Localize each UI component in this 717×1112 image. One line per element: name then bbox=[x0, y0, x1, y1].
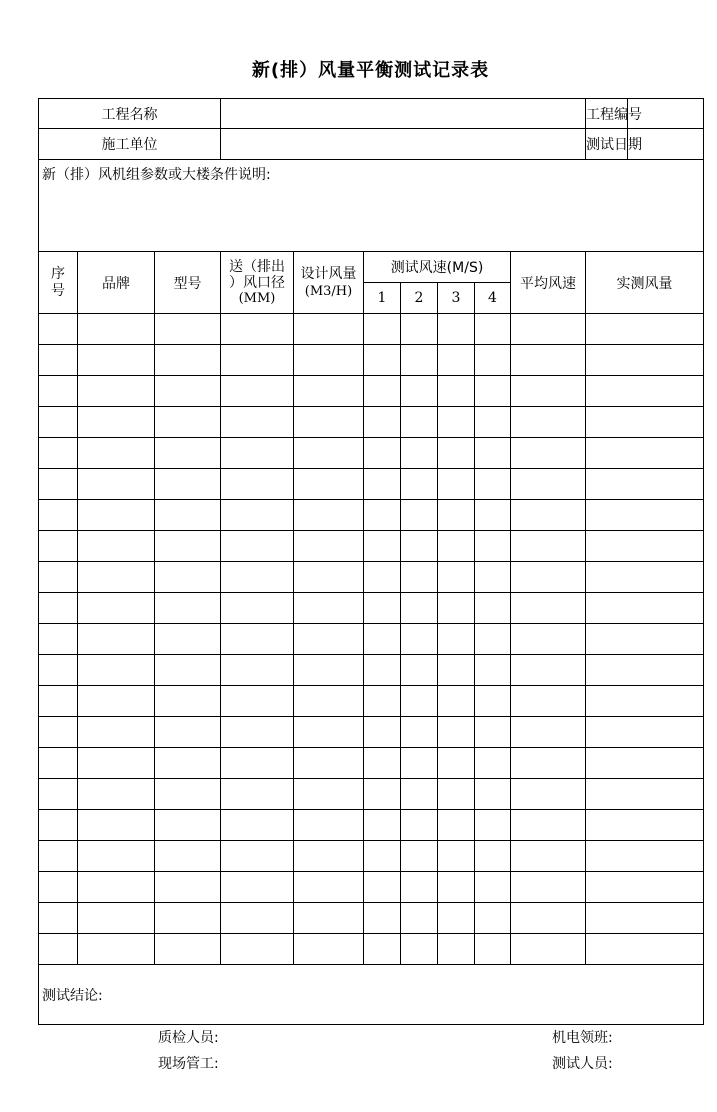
table-cell[interactable] bbox=[475, 779, 511, 810]
table-cell[interactable] bbox=[438, 469, 475, 500]
table-cell[interactable] bbox=[39, 593, 78, 624]
table-cell[interactable] bbox=[475, 438, 511, 469]
table-cell[interactable] bbox=[438, 934, 475, 965]
table-cell[interactable] bbox=[221, 810, 294, 841]
table-cell[interactable] bbox=[364, 345, 401, 376]
table-cell[interactable] bbox=[78, 686, 155, 717]
table-cell[interactable] bbox=[401, 345, 438, 376]
table-cell[interactable] bbox=[438, 624, 475, 655]
table-cell[interactable] bbox=[511, 500, 586, 531]
table-cell[interactable] bbox=[78, 779, 155, 810]
table-cell[interactable] bbox=[294, 469, 364, 500]
table-cell[interactable] bbox=[511, 872, 586, 903]
table-cell[interactable] bbox=[155, 717, 221, 748]
table-cell[interactable] bbox=[438, 593, 475, 624]
table-cell[interactable] bbox=[364, 810, 401, 841]
table-cell[interactable] bbox=[155, 469, 221, 500]
table-cell[interactable] bbox=[364, 407, 401, 438]
table-cell[interactable] bbox=[364, 748, 401, 779]
site-plumber-label: 现场管工: bbox=[158, 1056, 219, 1072]
table-cell[interactable] bbox=[39, 748, 78, 779]
table-cell[interactable] bbox=[78, 903, 155, 934]
table-cell[interactable] bbox=[401, 655, 438, 686]
table-cell[interactable] bbox=[78, 872, 155, 903]
table-cell[interactable] bbox=[221, 686, 294, 717]
table-cell[interactable] bbox=[39, 934, 78, 965]
table-cell[interactable] bbox=[401, 407, 438, 438]
table-cell[interactable] bbox=[475, 903, 511, 934]
table-cell[interactable] bbox=[155, 655, 221, 686]
table-cell[interactable] bbox=[78, 562, 155, 593]
table-cell[interactable] bbox=[294, 593, 364, 624]
table-row bbox=[39, 903, 704, 934]
table-cell[interactable] bbox=[475, 500, 511, 531]
table-cell[interactable] bbox=[401, 872, 438, 903]
table-cell[interactable] bbox=[294, 934, 364, 965]
table-cell[interactable] bbox=[78, 810, 155, 841]
table-cell[interactable] bbox=[586, 376, 704, 407]
table-cell[interactable] bbox=[511, 810, 586, 841]
table-cell[interactable] bbox=[586, 593, 704, 624]
table-cell[interactable] bbox=[78, 717, 155, 748]
col-seq-line2: 号 bbox=[51, 282, 65, 299]
table-row bbox=[39, 748, 704, 779]
col-avg-header: 平均风速 bbox=[511, 252, 586, 314]
col-diameter-header bbox=[221, 252, 294, 314]
table-cell[interactable] bbox=[221, 469, 294, 500]
table-cell[interactable] bbox=[438, 872, 475, 903]
table-cell[interactable] bbox=[294, 438, 364, 469]
table-cell[interactable] bbox=[364, 779, 401, 810]
contractor-label: 施工单位 bbox=[39, 129, 221, 160]
table-cell[interactable] bbox=[39, 686, 78, 717]
table-row bbox=[39, 779, 704, 810]
table-cell[interactable] bbox=[294, 531, 364, 562]
table-cell[interactable] bbox=[221, 748, 294, 779]
table-cell[interactable] bbox=[401, 903, 438, 934]
table-cell[interactable] bbox=[39, 314, 78, 345]
table-cell[interactable] bbox=[438, 655, 475, 686]
table-cell[interactable] bbox=[475, 562, 511, 593]
table-cell[interactable] bbox=[511, 624, 586, 655]
table-cell[interactable] bbox=[78, 531, 155, 562]
table-cell[interactable] bbox=[475, 810, 511, 841]
tester-label: 测试人员: bbox=[552, 1056, 613, 1072]
table-cell[interactable] bbox=[401, 624, 438, 655]
table-cell[interactable] bbox=[438, 438, 475, 469]
table-cell[interactable] bbox=[221, 593, 294, 624]
table-cell[interactable] bbox=[364, 438, 401, 469]
table-row bbox=[39, 438, 704, 469]
table-cell[interactable] bbox=[586, 438, 704, 469]
table-cell[interactable] bbox=[221, 531, 294, 562]
table-row bbox=[39, 655, 704, 686]
table-cell[interactable] bbox=[401, 748, 438, 779]
table-cell[interactable] bbox=[39, 624, 78, 655]
table-cell[interactable] bbox=[78, 841, 155, 872]
table-cell[interactable] bbox=[78, 314, 155, 345]
table-cell[interactable] bbox=[39, 531, 78, 562]
table-cell[interactable] bbox=[586, 345, 704, 376]
table-cell[interactable] bbox=[39, 438, 78, 469]
table-cell[interactable] bbox=[39, 841, 78, 872]
table-cell[interactable] bbox=[511, 593, 586, 624]
table-cell[interactable] bbox=[221, 376, 294, 407]
table-cell[interactable] bbox=[475, 469, 511, 500]
col-seq-header bbox=[39, 252, 78, 314]
table-cell[interactable] bbox=[586, 903, 704, 934]
table-cell[interactable] bbox=[39, 810, 78, 841]
table-row bbox=[39, 841, 704, 872]
table-cell[interactable] bbox=[586, 748, 704, 779]
table-cell[interactable] bbox=[294, 314, 364, 345]
table-cell[interactable] bbox=[401, 779, 438, 810]
table-cell[interactable] bbox=[364, 500, 401, 531]
table-cell[interactable] bbox=[155, 748, 221, 779]
table-cell[interactable] bbox=[438, 779, 475, 810]
table-cell[interactable] bbox=[39, 903, 78, 934]
table-cell[interactable] bbox=[364, 593, 401, 624]
table-cell[interactable] bbox=[511, 748, 586, 779]
table-cell[interactable] bbox=[511, 686, 586, 717]
table-cell[interactable] bbox=[78, 407, 155, 438]
table-cell[interactable] bbox=[475, 376, 511, 407]
col-model-header: 型号 bbox=[155, 252, 221, 314]
table-cell[interactable] bbox=[294, 407, 364, 438]
table-cell[interactable] bbox=[221, 345, 294, 376]
table-cell[interactable] bbox=[511, 903, 586, 934]
table-cell[interactable] bbox=[78, 345, 155, 376]
col-seq-line1: 序 bbox=[51, 265, 65, 282]
table-row bbox=[39, 376, 704, 407]
table-cell[interactable] bbox=[155, 934, 221, 965]
col-design-line2: (M3/H) bbox=[304, 283, 353, 299]
table-cell[interactable] bbox=[155, 500, 221, 531]
col-speed-header: 测试风速(M/S) bbox=[364, 252, 511, 283]
table-cell[interactable] bbox=[401, 593, 438, 624]
table-cell[interactable] bbox=[511, 841, 586, 872]
table-cell[interactable] bbox=[221, 779, 294, 810]
table-cell[interactable] bbox=[221, 500, 294, 531]
table-cell[interactable] bbox=[155, 407, 221, 438]
speed-point-1: 1 bbox=[364, 283, 401, 314]
project-name-label: 工程名称 bbox=[39, 99, 221, 129]
table-cell[interactable] bbox=[475, 314, 511, 345]
table-cell[interactable] bbox=[586, 841, 704, 872]
form-title: 新(排）风量平衡测试记录表 bbox=[251, 60, 490, 81]
table-cell[interactable] bbox=[586, 407, 704, 438]
table-cell[interactable] bbox=[221, 872, 294, 903]
table-row bbox=[39, 934, 704, 965]
table-cell[interactable] bbox=[78, 469, 155, 500]
table-cell[interactable] bbox=[401, 376, 438, 407]
table-cell[interactable] bbox=[78, 500, 155, 531]
table-cell[interactable] bbox=[438, 562, 475, 593]
table-row bbox=[39, 593, 704, 624]
table-cell[interactable] bbox=[364, 841, 401, 872]
table-cell[interactable] bbox=[438, 903, 475, 934]
project-no-label: 工程编号 bbox=[586, 99, 628, 129]
table-cell[interactable] bbox=[511, 779, 586, 810]
table-cell[interactable] bbox=[475, 686, 511, 717]
table-cell[interactable] bbox=[511, 562, 586, 593]
table-cell[interactable] bbox=[364, 562, 401, 593]
table-cell[interactable] bbox=[364, 686, 401, 717]
speed-point-2: 2 bbox=[401, 283, 438, 314]
table-cell[interactable] bbox=[438, 345, 475, 376]
table-cell[interactable] bbox=[294, 624, 364, 655]
table-cell[interactable] bbox=[475, 872, 511, 903]
table-cell[interactable] bbox=[155, 686, 221, 717]
table-cell[interactable] bbox=[511, 934, 586, 965]
table-cell[interactable] bbox=[438, 314, 475, 345]
table-cell[interactable] bbox=[586, 686, 704, 717]
table-cell[interactable] bbox=[39, 407, 78, 438]
table-cell[interactable] bbox=[586, 779, 704, 810]
unit-description-field[interactable] bbox=[39, 160, 704, 252]
table-cell[interactable] bbox=[475, 345, 511, 376]
table-cell[interactable] bbox=[586, 500, 704, 531]
table-cell[interactable] bbox=[401, 841, 438, 872]
table-cell[interactable] bbox=[155, 624, 221, 655]
table-cell[interactable] bbox=[39, 500, 78, 531]
table-cell[interactable] bbox=[475, 531, 511, 562]
table-cell[interactable] bbox=[511, 531, 586, 562]
table-cell[interactable] bbox=[155, 903, 221, 934]
table-cell[interactable] bbox=[364, 624, 401, 655]
table-cell[interactable] bbox=[221, 407, 294, 438]
table-cell[interactable] bbox=[586, 531, 704, 562]
table-cell[interactable] bbox=[475, 717, 511, 748]
table-cell[interactable] bbox=[155, 841, 221, 872]
table-row bbox=[39, 469, 704, 500]
table-cell[interactable] bbox=[155, 779, 221, 810]
table-cell[interactable] bbox=[294, 717, 364, 748]
table-row bbox=[39, 531, 704, 562]
table-cell[interactable] bbox=[438, 500, 475, 531]
table-cell[interactable] bbox=[475, 593, 511, 624]
table-cell[interactable] bbox=[294, 655, 364, 686]
col-diameter-line2: ）风口径 bbox=[229, 274, 285, 291]
table-cell[interactable] bbox=[78, 624, 155, 655]
table-cell[interactable] bbox=[401, 717, 438, 748]
table-cell[interactable] bbox=[401, 469, 438, 500]
table-cell[interactable] bbox=[364, 903, 401, 934]
contractor-field[interactable] bbox=[221, 129, 586, 160]
table-row bbox=[39, 872, 704, 903]
table-cell[interactable] bbox=[438, 810, 475, 841]
table-cell[interactable] bbox=[586, 624, 704, 655]
speed-point-4: 4 bbox=[475, 283, 511, 314]
table-cell[interactable] bbox=[155, 810, 221, 841]
table-cell[interactable] bbox=[438, 376, 475, 407]
col-design-line1: 设计风量 bbox=[300, 265, 357, 282]
table-cell[interactable] bbox=[39, 872, 78, 903]
table-row bbox=[39, 345, 704, 376]
table-row bbox=[39, 562, 704, 593]
table-cell[interactable] bbox=[475, 934, 511, 965]
table-cell[interactable] bbox=[39, 376, 78, 407]
table-row bbox=[39, 407, 704, 438]
table-cell[interactable] bbox=[155, 345, 221, 376]
table-cell[interactable] bbox=[39, 469, 78, 500]
table-cell[interactable] bbox=[294, 376, 364, 407]
table-cell[interactable] bbox=[155, 531, 221, 562]
table-cell[interactable] bbox=[511, 469, 586, 500]
table-cell[interactable] bbox=[364, 469, 401, 500]
table-cell[interactable] bbox=[221, 624, 294, 655]
table-cell[interactable] bbox=[78, 376, 155, 407]
table-cell[interactable] bbox=[364, 314, 401, 345]
table-cell[interactable] bbox=[221, 934, 294, 965]
col-brand-header: 品牌 bbox=[78, 252, 155, 314]
table-cell[interactable] bbox=[39, 717, 78, 748]
table-cell[interactable] bbox=[294, 686, 364, 717]
table-cell[interactable] bbox=[39, 779, 78, 810]
table-row bbox=[39, 717, 704, 748]
table-cell[interactable] bbox=[511, 345, 586, 376]
table-cell[interactable] bbox=[401, 562, 438, 593]
table-cell[interactable] bbox=[475, 748, 511, 779]
table-cell[interactable] bbox=[511, 407, 586, 438]
table-cell[interactable] bbox=[294, 345, 364, 376]
table-cell[interactable] bbox=[155, 872, 221, 903]
test-date-label: 测试日期 bbox=[586, 129, 628, 160]
table-cell[interactable] bbox=[586, 810, 704, 841]
table-cell[interactable] bbox=[364, 376, 401, 407]
table-row bbox=[39, 686, 704, 717]
project-name-field[interactable] bbox=[221, 99, 586, 129]
table-cell[interactable] bbox=[78, 438, 155, 469]
table-cell[interactable] bbox=[364, 872, 401, 903]
test-record-table bbox=[38, 98, 704, 1025]
col-design-header bbox=[294, 252, 364, 314]
table-cell[interactable] bbox=[221, 841, 294, 872]
table-cell[interactable] bbox=[39, 562, 78, 593]
table-cell[interactable] bbox=[78, 748, 155, 779]
table-cell[interactable] bbox=[511, 717, 586, 748]
table-cell[interactable] bbox=[39, 345, 78, 376]
table-cell[interactable] bbox=[294, 903, 364, 934]
table-cell[interactable] bbox=[155, 438, 221, 469]
table-cell[interactable] bbox=[511, 376, 586, 407]
table-cell[interactable] bbox=[221, 717, 294, 748]
table-cell[interactable] bbox=[401, 438, 438, 469]
table-cell[interactable] bbox=[294, 779, 364, 810]
table-cell[interactable] bbox=[511, 314, 586, 345]
table-cell[interactable] bbox=[475, 624, 511, 655]
table-cell[interactable] bbox=[294, 841, 364, 872]
table-cell[interactable] bbox=[155, 593, 221, 624]
table-cell[interactable] bbox=[364, 934, 401, 965]
table-cell[interactable] bbox=[294, 562, 364, 593]
table-cell[interactable] bbox=[78, 655, 155, 686]
table-cell[interactable] bbox=[586, 872, 704, 903]
unit-description-label: 新（排）风机组参数或大楼条件说明: bbox=[42, 167, 271, 183]
qc-inspector-label: 质检人员: bbox=[158, 1030, 219, 1046]
table-cell[interactable] bbox=[438, 686, 475, 717]
table-cell[interactable] bbox=[294, 500, 364, 531]
table-cell[interactable] bbox=[221, 438, 294, 469]
table-cell[interactable] bbox=[221, 314, 294, 345]
conclusion-label: 测试结论: bbox=[42, 987, 103, 1004]
table-cell[interactable] bbox=[586, 934, 704, 965]
table-cell[interactable] bbox=[221, 562, 294, 593]
table-cell[interactable] bbox=[294, 872, 364, 903]
table-cell[interactable] bbox=[221, 655, 294, 686]
table-cell[interactable] bbox=[401, 934, 438, 965]
mep-foreman-label: 机电领班: bbox=[552, 1030, 613, 1046]
table-row bbox=[39, 314, 704, 345]
table-cell[interactable] bbox=[438, 531, 475, 562]
table-cell[interactable] bbox=[364, 655, 401, 686]
table-row bbox=[39, 624, 704, 655]
table-cell[interactable] bbox=[438, 841, 475, 872]
table-cell[interactable] bbox=[438, 407, 475, 438]
table-cell[interactable] bbox=[438, 717, 475, 748]
table-cell[interactable] bbox=[511, 438, 586, 469]
col-diameter-line3: (MM) bbox=[238, 290, 276, 306]
table-cell[interactable] bbox=[155, 562, 221, 593]
table-row bbox=[39, 500, 704, 531]
table-cell[interactable] bbox=[586, 469, 704, 500]
table-cell[interactable] bbox=[78, 593, 155, 624]
table-cell[interactable] bbox=[364, 531, 401, 562]
table-cell[interactable] bbox=[586, 314, 704, 345]
table-cell[interactable] bbox=[401, 686, 438, 717]
col-actual-header: 实测风量 bbox=[586, 252, 704, 314]
table-cell[interactable] bbox=[364, 717, 401, 748]
table-cell[interactable] bbox=[586, 655, 704, 686]
table-cell[interactable] bbox=[294, 748, 364, 779]
table-cell[interactable] bbox=[39, 655, 78, 686]
table-cell[interactable] bbox=[475, 841, 511, 872]
table-cell[interactable] bbox=[438, 748, 475, 779]
table-row bbox=[39, 810, 704, 841]
table-cell[interactable] bbox=[221, 903, 294, 934]
speed-point-3: 3 bbox=[438, 283, 475, 314]
col-diameter-line1: 送（排出 bbox=[229, 258, 285, 275]
table-cell[interactable] bbox=[155, 376, 221, 407]
table-cell[interactable] bbox=[155, 314, 221, 345]
table-cell[interactable] bbox=[401, 810, 438, 841]
table-cell[interactable] bbox=[475, 407, 511, 438]
table-cell[interactable] bbox=[586, 717, 704, 748]
table-cell[interactable] bbox=[294, 810, 364, 841]
table-cell[interactable] bbox=[511, 655, 586, 686]
table-cell[interactable] bbox=[401, 500, 438, 531]
table-cell[interactable] bbox=[401, 314, 438, 345]
table-cell[interactable] bbox=[475, 655, 511, 686]
table-cell[interactable] bbox=[401, 531, 438, 562]
conclusion-field[interactable] bbox=[39, 965, 704, 1025]
table-cell[interactable] bbox=[586, 562, 704, 593]
table-cell[interactable] bbox=[78, 934, 155, 965]
